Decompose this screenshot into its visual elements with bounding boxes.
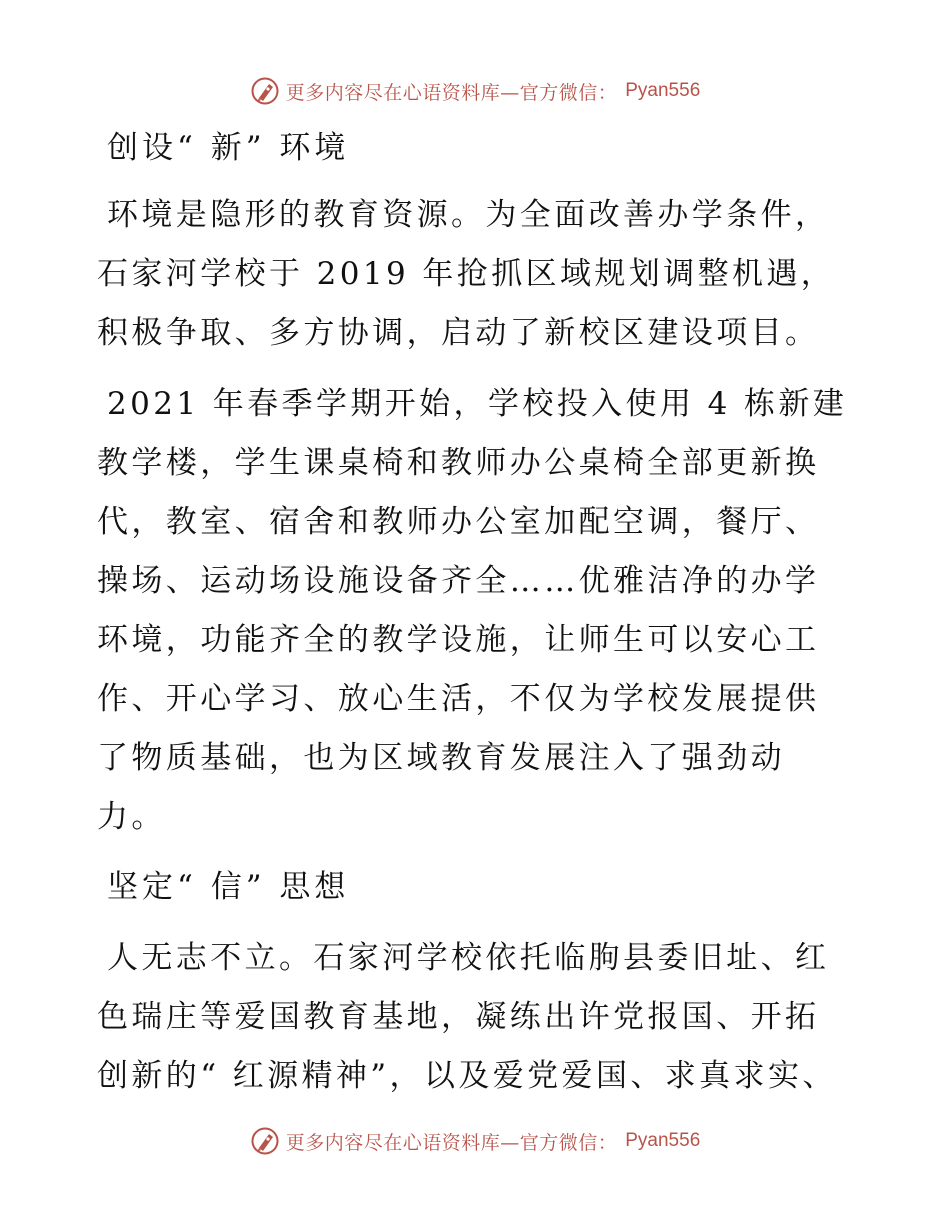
watermark-account: Pyan556: [625, 80, 701, 101]
header-watermark: [0, 71, 950, 111]
paragraph-new-campus-facilities: 2021 年春季学期开始，学校投入使用 4 栋新建教学楼，学生课桌椅和教师办公桌椅全部更新换代，教室、宿舍和教师办公室加配空调，餐厅、操场、运动场设施设备齐全……优雅洁净的办学环境，功能齐全的教学设施，让师生可以安心工作、开心学习、放心生活，不仅为学校发展提供了物质基础，也为区域教育发展注入了强劲动力。: [97, 386, 848, 835]
watermark-text: 更多内容尽在心语资料库—官方微信：: [285, 81, 618, 104]
document-body: [97, 120, 849, 1106]
pen-nib-logo-icon: [250, 1126, 280, 1156]
section-heading-firm-belief: 坚定“ 信” 思想: [107, 869, 350, 905]
watermark-text: 更多内容尽在心语资料库—官方微信：: [285, 1131, 618, 1154]
section-heading-new-environment: 创设“ 新” 环境: [107, 130, 350, 166]
paragraph-environment-intro: 环境是隐形的教育资源。为全面改善办学条件，石家河学校于 2019 年抢抓区域规划调整机遇，积极争取、多方协调，启动了新校区建设项目。: [97, 197, 836, 351]
footer-watermark: [0, 1121, 950, 1161]
watermark-account: Pyan556: [625, 1130, 701, 1151]
pen-nib-logo-icon: [250, 76, 280, 106]
paragraph-red-source-spirit: 人无志不立。石家河学校依托临朐县委旧址、红色瑞庄等爱国教育基地，凝练出许党报国、开拓创新的“ 红源精神”，以及爱党爱国、求真求实、: [97, 940, 837, 1094]
